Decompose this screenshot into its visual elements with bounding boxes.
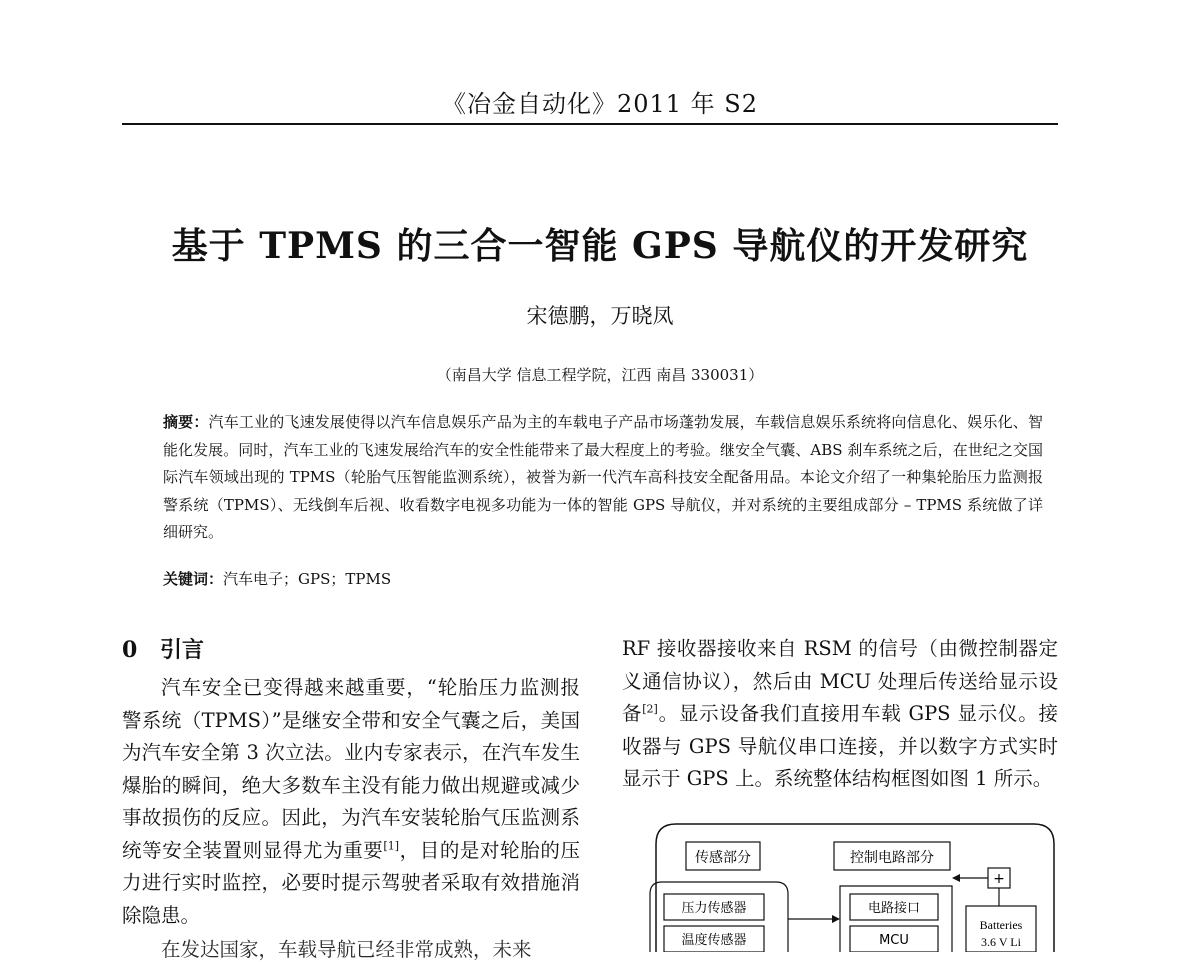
sensor-section-label: 传感部分	[695, 850, 751, 866]
abstract-label: 摘要：	[163, 413, 209, 431]
section-heading	[122, 633, 204, 664]
left-paragraph-1-text-cont: ，目的是对轮胎的压力进行实时监控，必要时提示驾驶者采取有效措施消除隐患。	[122, 838, 580, 927]
system-block-diagram	[636, 822, 1056, 952]
citation-2: [2]	[642, 702, 658, 716]
section-number: 0	[122, 637, 138, 663]
header-rule	[122, 123, 1058, 125]
left-paragraph-1-text: 汽车安全已变得越来越重要，“轮胎压力监测报警系统（TPMS）”是继安全带和安全气囊之后，美国为汽车安全第 3 次立法。业内专家表示，在汽车发生爆胎的瞬间，绝大多数车主没有能力做出规避或减少事故损伤的反应。因此，为汽车安装轮胎气压监测系统等安全装置则显得尤为重要	[122, 676, 580, 862]
temp-sensor-label: 温度传感器	[681, 933, 747, 948]
pressure-sensor-label: 压力传感器	[681, 901, 747, 916]
left-paragraph-1	[122, 672, 580, 932]
circuit-interface-label: 电路接口	[867, 901, 921, 916]
right-column	[622, 633, 1058, 796]
citation-1: [1]	[383, 839, 399, 852]
paper-affiliation: （南昌大学 信息工程学院，江西 南昌 330031）	[436, 366, 764, 384]
keywords	[163, 568, 1043, 589]
arrowhead	[832, 915, 840, 923]
abstract	[163, 409, 1043, 547]
section-title: 引言	[160, 637, 205, 663]
right-paragraph-1	[622, 633, 1058, 796]
journal-header: 《冶金自动化》2011 年 S2	[441, 90, 759, 118]
left-column	[122, 672, 580, 932]
right-paragraph-1-text: RF 接收器接收来自 RSM 的信号（由微控制器定义通信协议），然后由 MCU 处理后传送给显示设备	[622, 637, 1058, 725]
abstract-text: 汽车工业的飞速发展使得以汽车信息娱乐产品为主的车载电子产品市场蓬勃发展，车载信息娱乐系统将向信息化、娱乐化、智能化发展。同时，汽车工业的飞速发展给汽车的安全性能带来了最大程度上的考验。继安全气囊、ABS 刹车系统之后，在世纪之交国际汽车领域出现的 TPMS（轮胎气压智能监测系统），被誉为新一代汽车高科技安全配备用品。本论文介绍了一种集轮胎压力监测报警系统（TPMS）、无线倒车后视、收看数字电视多功能为一体的智能 GPS 导航仪，并对系统的主要组成部分 – TPMS 系统做了详细研究。	[163, 413, 1043, 541]
keywords-text: 汽车电子；GPS；TPMS	[223, 570, 392, 588]
battery-label-1: Batteries	[979, 918, 1023, 932]
left-paragraph-2-cut: 在发达国家，车载导航已经非常成熟，未来	[161, 938, 532, 961]
control-section-label: 控制电路部分	[850, 850, 934, 866]
keywords-label: 关键词：	[163, 570, 224, 588]
mcu-label: MCU	[879, 933, 909, 948]
right-paragraph-1-text-cont: 。显示设备我们直接用车载 GPS 显示仪。接收器与 GPS 导航仪串口连接，并以数字方式实时显示于 GPS 上。系统整体结构框图如图 1 所示。	[622, 702, 1058, 790]
paper-authors: 宋德鹏，万晓凤	[526, 304, 674, 328]
plus-terminal-label: +	[993, 871, 1005, 887]
arrowhead	[952, 874, 960, 882]
battery-label-2: 3.6 V Li	[981, 935, 1021, 949]
paper-title: 基于 TPMS 的三合一智能 GPS 导航仪的开发研究	[171, 225, 1029, 267]
